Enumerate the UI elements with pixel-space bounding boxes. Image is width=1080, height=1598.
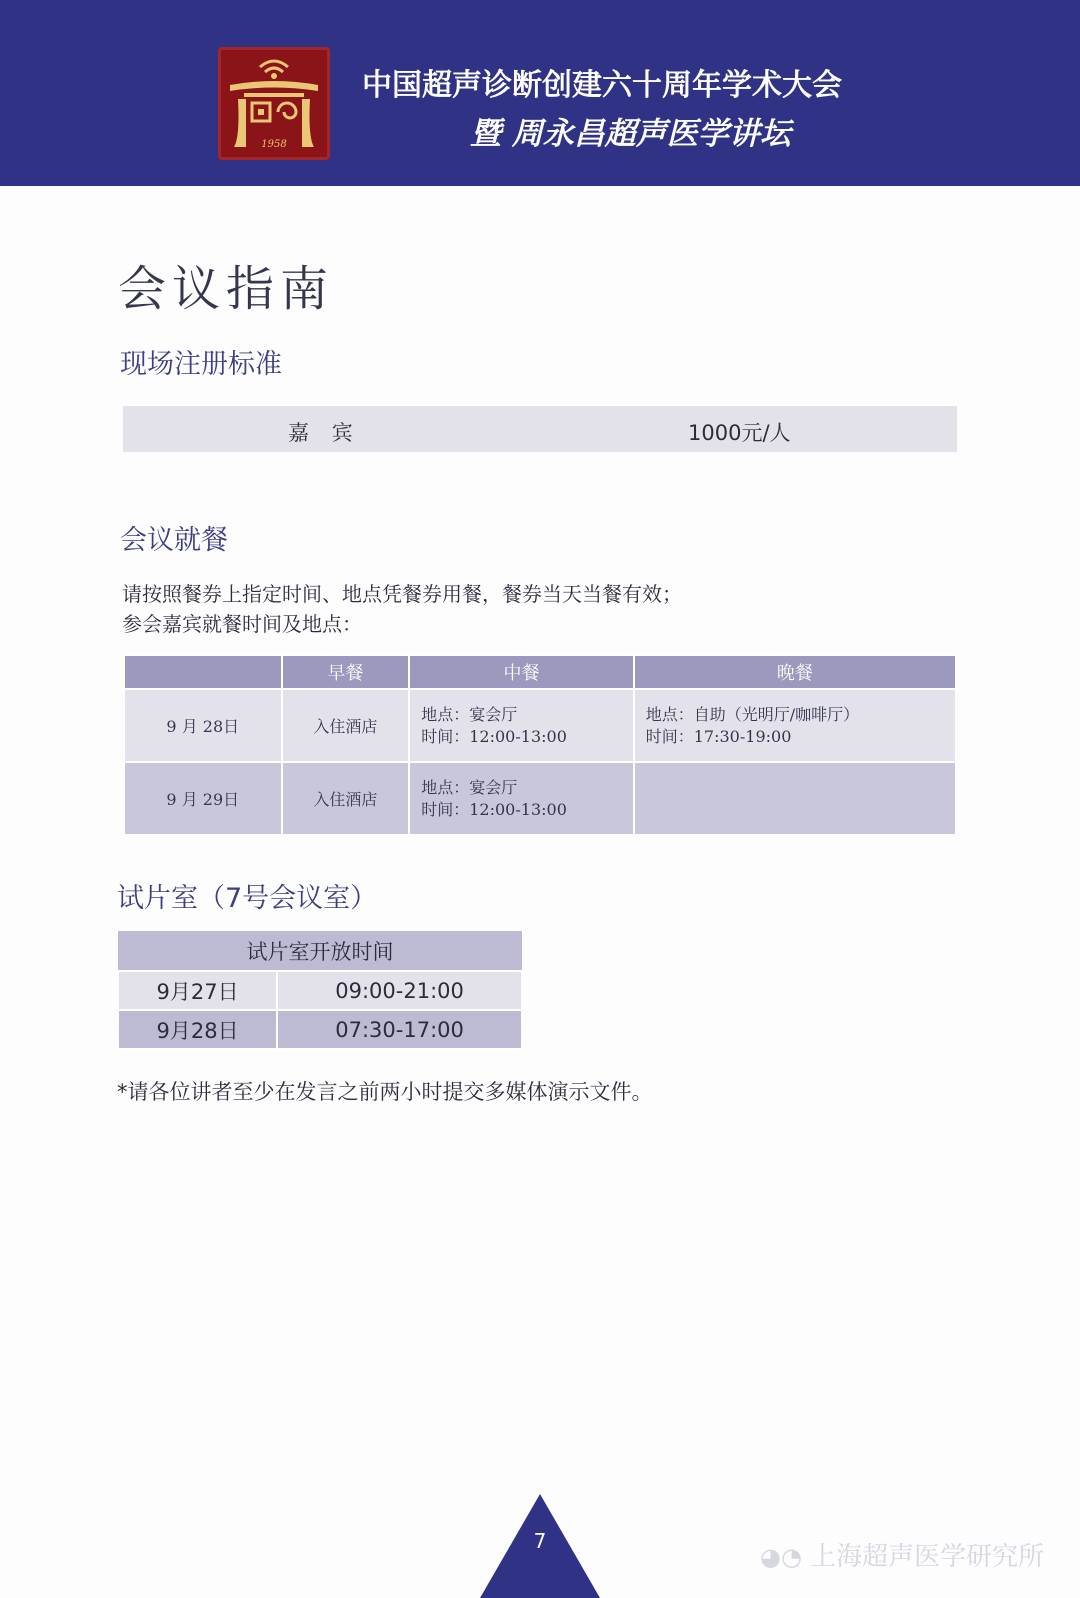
table-row bbox=[118, 971, 522, 1010]
film-room-section-title: 试片室（7号会议室） bbox=[117, 883, 378, 914]
film-room-header: 试片室开放时间 bbox=[118, 931, 522, 971]
meal-date: 9 月 29日 bbox=[124, 762, 282, 835]
table-header-row bbox=[118, 931, 522, 971]
table-row bbox=[124, 762, 956, 835]
page-title: 会议指南 bbox=[118, 261, 335, 317]
dinner-place: 地点：自助（光明厅/咖啡厅） bbox=[645, 704, 860, 724]
dining-subheading: 参会嘉宾就餐时间及地点： bbox=[122, 612, 362, 636]
lunch-place: 地点：宴会厅 bbox=[421, 777, 518, 797]
lunch-place: 地点：宴会厅 bbox=[421, 704, 518, 724]
logo-year: 1958 bbox=[261, 139, 287, 150]
wechat-icon: ◕◔ bbox=[760, 1543, 802, 1571]
dinner-cell bbox=[634, 689, 956, 762]
page-header bbox=[0, 0, 1080, 186]
dining-instruction: 请按照餐券上指定时间、地点凭餐券用餐，餐券当天当餐有效； bbox=[122, 582, 682, 606]
breakfast-cell: 入住酒店 bbox=[282, 689, 410, 762]
table-row bbox=[124, 689, 956, 762]
meal-schedule-table bbox=[123, 654, 957, 836]
lunch-time: 时间：12:00-13:00 bbox=[421, 726, 567, 746]
film-room-hours-table bbox=[117, 931, 523, 1050]
column-header: 早餐 bbox=[282, 655, 410, 689]
lunch-cell bbox=[409, 689, 634, 762]
column-header: 中餐 bbox=[409, 655, 634, 689]
dining-section-title: 会议就餐 bbox=[120, 525, 228, 556]
lunch-cell bbox=[409, 762, 634, 835]
conference-logo bbox=[218, 47, 330, 160]
column-header: 晚餐 bbox=[634, 655, 956, 689]
registration-role: 嘉 宾 bbox=[288, 421, 361, 445]
conference-title: 中国超声诊断创建六十周年学术大会 bbox=[362, 68, 842, 103]
film-room-date: 9月28日 bbox=[118, 1010, 277, 1049]
registration-fee: 1000元/人 bbox=[688, 421, 791, 445]
film-room-time: 09:00-21:00 bbox=[277, 971, 522, 1010]
breakfast-cell: 入住酒店 bbox=[282, 762, 410, 835]
table-row bbox=[118, 1010, 522, 1049]
column-header bbox=[124, 655, 282, 689]
film-room-date: 9月27日 bbox=[118, 971, 277, 1010]
watermark-text: 上海超声医学研究所 bbox=[810, 1542, 1045, 1572]
page-number: 7 bbox=[533, 1529, 547, 1553]
registration-section-title: 现场注册标准 bbox=[120, 349, 282, 380]
film-room-time: 07:30-17:00 bbox=[277, 1010, 522, 1049]
dinner-cell bbox=[634, 762, 956, 835]
dinner-time: 时间：17:30-19:00 bbox=[645, 726, 792, 746]
speaker-note: *请各位讲者至少在发言之前两小时提交多媒体演示文件。 bbox=[117, 1080, 653, 1104]
lunch-time: 时间：12:00-13:00 bbox=[421, 799, 567, 819]
table-header-row bbox=[124, 655, 956, 689]
watermark bbox=[760, 1536, 1044, 1573]
meal-date: 9 月 28日 bbox=[124, 689, 282, 762]
conference-subtitle: 暨 周永昌超声医学讲坛 bbox=[470, 116, 791, 152]
registration-row bbox=[123, 406, 957, 452]
